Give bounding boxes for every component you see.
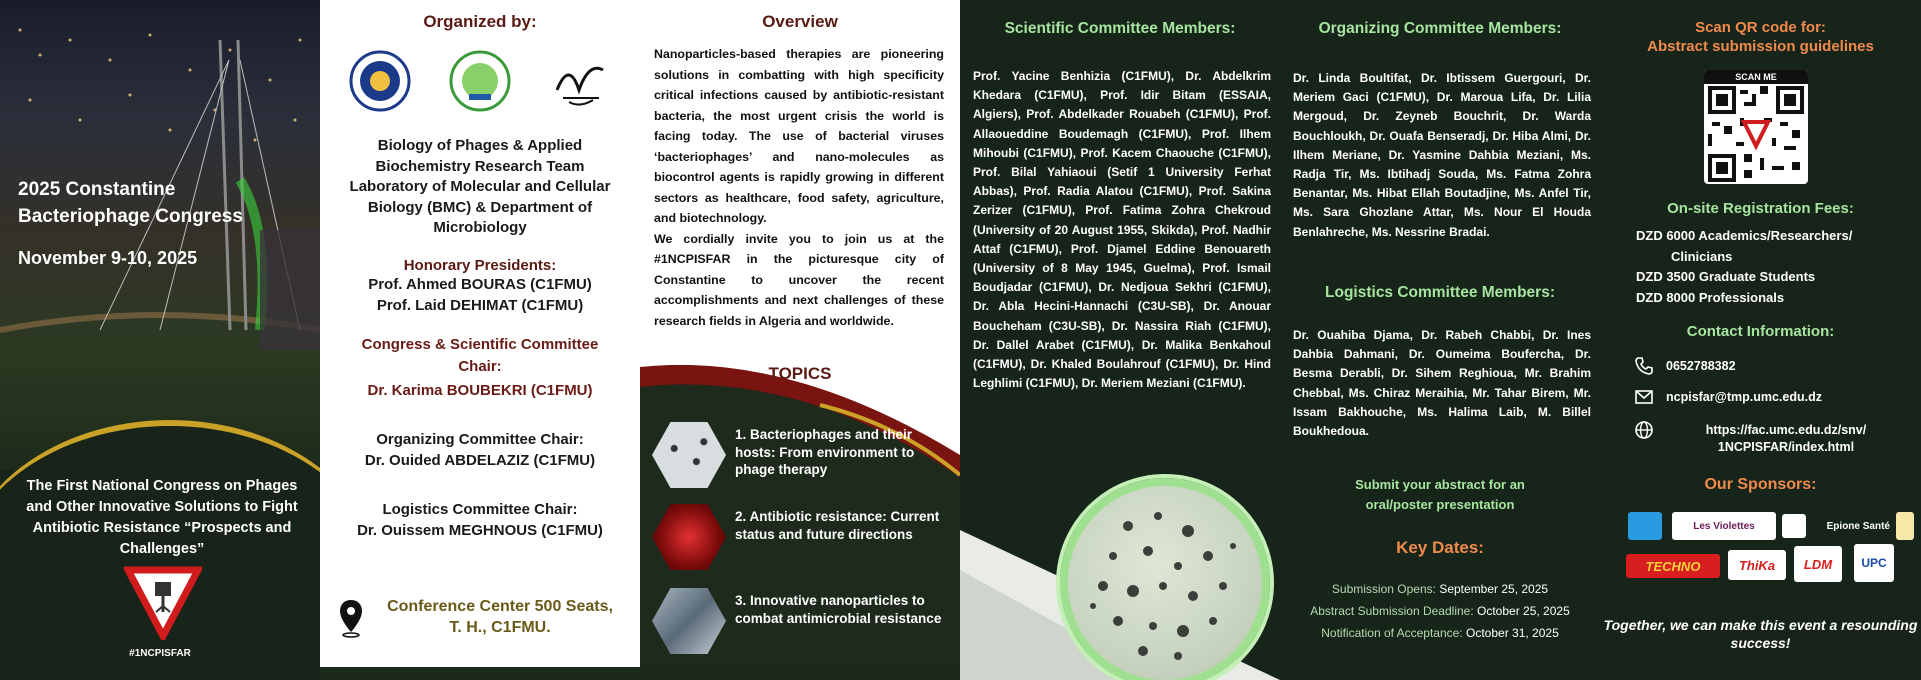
organizing-committee-heading: Organizing Committee Members: — [1318, 20, 1562, 37]
scientific-committee-heading: Scientific Committee Members: — [1004, 20, 1236, 37]
logistics-chair — [320, 499, 640, 541]
submit-abstract-note — [1280, 475, 1600, 515]
qr-heading-line: Scan QR code for: — [1695, 19, 1826, 36]
sponsor-cloud-logo-icon — [1628, 512, 1662, 540]
overview-text — [640, 44, 960, 331]
congress-title — [18, 176, 243, 230]
sponsor-logo: Epione Santé — [1826, 520, 1890, 532]
venue-line: T. H., C1FMU. — [449, 619, 551, 636]
team-line: Biochemistry Research Team — [375, 157, 585, 175]
organizers-panel — [320, 0, 640, 667]
key-dates-heading: Key Dates: — [1396, 538, 1484, 557]
team-line: Biology (BMC) & Department of — [367, 198, 593, 216]
submit-line: Submit your abstract for an — [1355, 477, 1525, 492]
key-date-row — [1280, 604, 1600, 618]
fee-item: DZD 3500 Graduate Students — [1636, 269, 1816, 284]
org-chair-name: Dr. Ouided ABDELAZIZ (C1FMU) — [364, 451, 596, 469]
registration-panel — [1600, 0, 1921, 680]
key-date-label: Submission Opens: — [1331, 582, 1436, 596]
faculty-logo-icon — [449, 50, 511, 112]
website-line: 1NCPISFAR/index.html — [1717, 440, 1855, 454]
key-date-value: October 31, 2025 — [1466, 626, 1559, 640]
key-date-value: September 25, 2025 — [1439, 582, 1549, 596]
venue — [370, 596, 630, 638]
scientific-committee-panel — [960, 0, 1280, 680]
chair-heading-line: Congress & Scientific Committee — [361, 335, 599, 353]
fees-list — [1636, 226, 1906, 308]
qr-code[interactable] — [1704, 70, 1808, 184]
location-pin-icon — [338, 598, 364, 638]
bmc-logo-icon — [549, 50, 611, 112]
phage-image — [652, 422, 726, 488]
phone-number: 0652788382 — [1666, 359, 1736, 373]
qr-heading-line: Abstract submission guidelines — [1647, 38, 1874, 55]
organizing-committee-members: Dr. Linda Boultifat, Dr. Ibtissem Guergouri, Dr. Meriem Gaci (C1FMU), Dr. Maroua Lifa, Dr. Lilia Mergoud, Dr. Zeyneb Bouchrit, Dr. Warda Bouchloukh, Dr. Ouafa Benseradj, Dr. Hiba Almi, Dr. Ilhem Meriane, Dr. Yasmine Dahbia Meziani, Ms. Radja Tir, Ms. Ibtihadj Souda, Ms. Fatma Zohra Benantar, Ms. Hibat Ellah Boutadjine, Ms. Anfel Tir, Ms. Sara Ghozlane Attar, Ms. Nour El Houda Benlahreche, Ms. Nessrine Bradai. — [1293, 71, 1591, 239]
fee-item: DZD 8000 Professionals — [1636, 289, 1785, 305]
topic-item — [652, 504, 952, 576]
topic-text: 1. Bacteriophages and their hosts: From environment to phage therapy — [735, 427, 915, 477]
submit-line: oral/poster presentation — [1365, 497, 1515, 512]
topic-item — [652, 588, 952, 660]
topics-heading: TOPICS — [768, 364, 832, 383]
epione-logo-icon — [1782, 514, 1806, 538]
president: Prof. Ahmed BOURAS (C1FMU) — [368, 275, 592, 293]
bridge-illustration — [0, 0, 320, 470]
fee-item: DZD 6000 Academics/Researchers/ — [1636, 228, 1853, 243]
committees-panel — [1280, 0, 1600, 680]
key-date-row — [1280, 626, 1600, 640]
honorary-heading: Honorary Presidents: — [403, 256, 557, 274]
envelope-icon — [1634, 387, 1654, 407]
logistics-committee-heading: Logistics Committee Members: — [1325, 284, 1555, 301]
qr-heading — [1600, 18, 1921, 56]
petri-dish-image — [1060, 478, 1270, 680]
chair-heading — [320, 334, 640, 378]
overview-heading: Overview — [762, 12, 838, 31]
overview-panel — [640, 0, 960, 667]
key-date-value: October 25, 2025 — [1477, 604, 1570, 618]
closing-message: Together, we can make this event a resounding success! — [1603, 617, 1918, 651]
fee-item: Clinicians — [1671, 248, 1733, 264]
contact-phone[interactable] — [1634, 356, 1904, 380]
hashtag: #1NCPISFAR — [129, 648, 191, 659]
congress-tagline: The First National Congress on Phages and Other Innovative Solutions to Fight Antibiotic Resistance “Prospects and Challenges” — [26, 478, 298, 557]
phage-plaques — [1068, 486, 1262, 680]
chair-heading-line: Chair: — [458, 357, 502, 375]
sponsor-logo: TECHNO — [1626, 554, 1720, 578]
bacteria-image — [652, 504, 726, 570]
title-line: 2025 Constantine — [18, 179, 176, 200]
sponsor-logo: ThiKa — [1728, 550, 1786, 580]
topic-item — [652, 422, 952, 494]
scan-me-label: SCAN ME — [1704, 70, 1808, 84]
fees-heading: On-site Registration Fees: — [1667, 200, 1854, 217]
congress-logo-icon — [124, 566, 202, 640]
contact-heading: Contact Information: — [1686, 323, 1835, 340]
congress-date: November 9-10, 2025 — [18, 248, 198, 268]
phone-icon — [1634, 356, 1654, 376]
venue-line: Conference Center 500 Seats, — [387, 598, 613, 615]
log-chair-heading: Logistics Committee Chair: — [382, 500, 578, 518]
globe-icon — [1634, 420, 1654, 440]
sponsors-heading: Our Sponsors: — [1704, 476, 1817, 493]
scientific-committee-members: Prof. Yacine Benhizia (C1FMU), Dr. Abdelkrim Khedara (C1FMU), Prof. Idir Bitam (ESSAIA, Algiers), Prof. Abdelkader Rouabeh (C1FMU), Prof. Allaoueddine Boudemagh (C1FMU), Prof. Ilhem Mihoubi (C1FMU), Prof. Kacem Chaouche (C1FMU), Prof. Bilal Yahiaoui (Setif 1 University Ferhat Abbas), Prof. Radia Alatou (C1FMU), Prof. Sakina Zerizer (C1FMU), Prof. Fatima Zohra Chekroud (University of 20 August 1955, Skikda), Prof. Nadhir Attaf (C1FMU), Prof. Djamel Eddine Benouareth (University of 8 May 1945, Guelma), Prof. Ismail Boudjadar (C1FMU), Dr. Nedjoua Sekhri (C1FMU), Dr. Abla Hecini-Hannachi (C3U-SB), Dr. Anouar Boucheham (C3U-SB), Dr. Nassira Riah (C1FMU), Dr. Dallel Arabet (C1FMU), Dr. Malika Benkahoul (C1FMU), Dr. Khaled Boulahrouf (C1FMU), Dr. Hind Leghlimi (C1FMU), Dr. Meriem Meziani (C1FMU). — [973, 69, 1271, 391]
key-date-row — [1280, 582, 1600, 596]
key-date-label: Abstract Submission Deadline: — [1310, 604, 1474, 618]
sponsor-small-logo-icon — [1896, 512, 1914, 540]
sponsor-logo: LDM — [1794, 546, 1842, 582]
organizer-logos — [320, 50, 640, 112]
organizing-chair — [320, 429, 640, 471]
key-date-label: Notification of Acceptance: — [1321, 626, 1463, 640]
overview-paragraph: We cordially invite you to join us at the #1NCPISFAR in the picturesque city of Constantine to uncover the recent accomplishments and next challenges of these research fields in Algeria and worldwide. — [654, 231, 944, 328]
title-line: Bacteriophage Congress — [18, 206, 243, 227]
team-line: Microbiology — [433, 219, 527, 236]
sponsor-logo: UPC — [1854, 544, 1894, 582]
president: Prof. Laid DEHIMAT (C1FMU) — [376, 296, 584, 314]
team-line: Laboratory of Molecular and Cellular — [349, 178, 611, 195]
cover-panel — [0, 0, 320, 680]
topic-text: 3. Innovative nanoparticles to combat antimicrobial resistance — [735, 593, 942, 626]
team-line: Biology of Phages & Applied — [377, 137, 583, 154]
overview-paragraph: Nanoparticles-based therapies are pioneering solutions in combatting with high specificity critical infections caused by antibiotic-resistant bacteria, the most urgent crisis the world is facing today. The use of bacterial viruses ‘bacteriophages’ and nano-molecules as biocontrol agents is rapidly growing in different sectors as healthcare, food safety, agriculture, and biotechnology. — [654, 47, 944, 225]
email-address: ncpisfar@tmp.umc.edu.dz — [1666, 390, 1822, 404]
logistics-committee-members: Dr. Ouahiba Djama, Dr. Rabeh Chabbi, Dr. Ines Dahbia Dahmani, Dr. Oumeima Boufercha, Dr. Besma Derabli, Dr. Sihem Reghioua, Mr. Brahim Chebbal, Ms. Chiraz Meraihia, Mr. Tahar Birem, Mr. Issam Bakhouche, Ms. Halima Laib, M. Billel Boukhedoua. — [1293, 328, 1591, 439]
qr-code-icon — [1708, 86, 1804, 182]
nanoparticle-image — [652, 588, 726, 654]
org-chair-heading: Organizing Committee Chair: — [376, 430, 584, 448]
topic-text: 2. Antibiotic resistance: Current status and future directions — [735, 509, 940, 542]
website-line: https://fac.umc.edu.dz/snv/ — [1705, 423, 1867, 437]
contact-email[interactable] — [1634, 387, 1904, 411]
organized-by-heading: Organized by: — [423, 12, 537, 31]
research-team — [320, 136, 640, 239]
chair-name: Dr. Karima BOUBEKRI (C1FMU) — [367, 381, 593, 399]
website-url — [1666, 422, 1906, 456]
contact-website[interactable] — [1634, 420, 1904, 460]
log-chair-name: Dr. Ouissem MEGHNOUS (C1FMU) — [357, 521, 603, 539]
sponsor-logo: Les Violettes — [1672, 512, 1776, 540]
university-logo-icon — [349, 50, 411, 112]
